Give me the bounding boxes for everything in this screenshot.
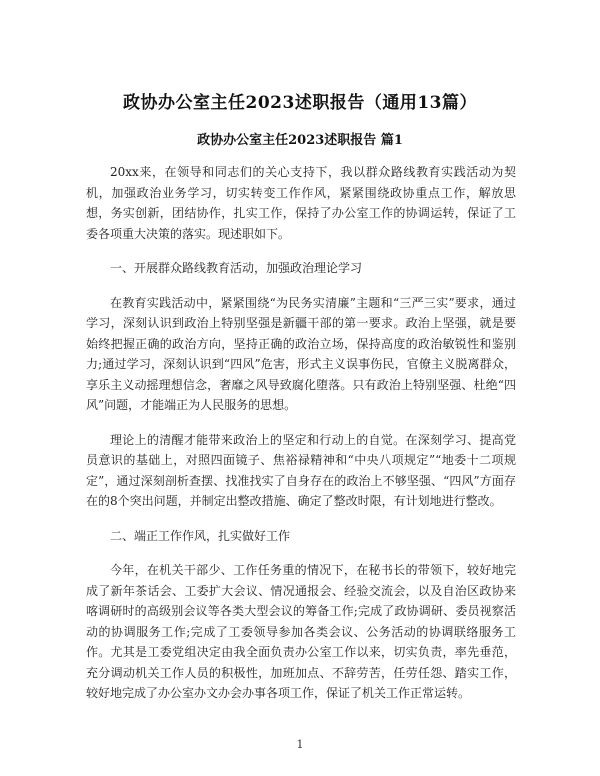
paragraph-education-practice: 在教育实践活动中，紧紧围绕“为民务实清廉”主题和“三严三实”要求，通过学习，深刻认识到政治上特别坚强是新疆干部的第一要求。政治上坚强，就是要始终把握正确的政治方向，坚持正确的政治立场，保持高度的政治敏锐性和鉴别力;通过学习，深刻认识到“四风”危害，形式主义误事伤民，官僚主义脱离群众，享乐主义动摇理想信念，奢靡之风导致腐化堕落。只有政治上特别坚强、杜绝“四风”问题，才能端正为人民服务的思想。 xyxy=(86,295,516,412)
paragraph-intro: 20xx来，在领导和同志们的关心支持下，我以群众路线教育实践活动为契机，加强政治业务学习，切实转变工作作风，紧紧围绕政协重点工作，解放思想，务实创新，团结协作，扎实工作，保持了办公室工作的协调运转，保证了工委各项重大决策的落实。现述职如下。 xyxy=(86,165,516,241)
heading-section-two: 二、端正工作作风，扎实做好工作 xyxy=(110,528,291,543)
section-title: 政协办公室主任2023述职报告 篇1 xyxy=(197,133,403,148)
heading-section-one: 一、开展群众路线教育活动，加强政治理论学习 xyxy=(110,261,363,275)
paragraph-theory-awareness: 理论上的清醒才能带来政治上的坚定和行动上的自觉。在深刻学习、提高党员意识的基础上，对照四面镜子、焦裕禄精神和“中央八项规定”“地委十二项规定”，通过深刻剖析查摆、找准找实了自身存在的政治上不够坚强、“四风”方面存在的8个突出问题，并制定出整改措施、确定了整改时限，有计划地进行整改。 xyxy=(86,432,516,508)
page-number: 1 xyxy=(296,738,304,751)
document-title: 政协办公室主任2023述职报告（通用13篇） xyxy=(123,93,477,113)
paragraph-work-style: 今年，在机关干部少、工作任务重的情况下，在秘书长的带领下，较好地完成了新年茶话会、工委扩大会议、情况通报会、经验交流会，以及自治区政协来喀调研时的高级别会议等各类大型会议的筹备工作;完成了政协调研、委员视察活动的协调服务工作;完成了工委领导参加各类会议、公务活动的协调联络服务工作。尤其是工委党组决定由我全面负责办公室工作以来，切实负责，率先垂范，充分调动机关工作人员的积极性，加班加点、不辞劳苦，任劳任怨、踏实工作，较好地完成了办公室办文办会办事各项工作，保证了机关工作正常运转。 xyxy=(86,563,516,700)
document-body xyxy=(86,162,516,718)
